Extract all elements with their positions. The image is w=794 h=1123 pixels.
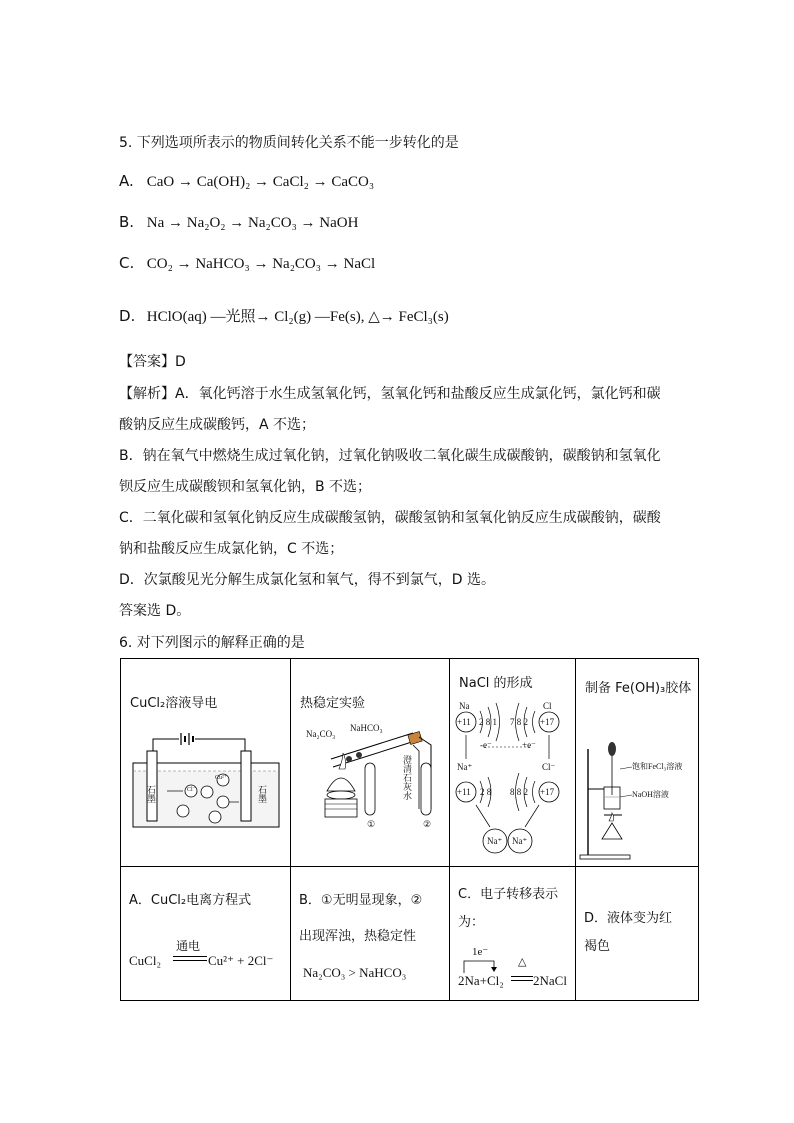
fecl3-label: 饱和FeCl₃溶液 xyxy=(632,762,683,771)
a-eq-cond: 通电 xyxy=(176,939,201,953)
thermal-stability-diagram xyxy=(291,659,449,867)
cell-b-title: 热稳定实验 xyxy=(300,696,366,711)
cl-shells-label: 7 8 2 xyxy=(510,717,528,727)
tube1-label: ① xyxy=(367,819,376,829)
graphite-left-label: 石墨 xyxy=(146,785,156,803)
analysis-line: C．二氧化碳和氢氧化钠反应生成碳酸氢钠，碳酸氢钠和氢氧化钠反应生成碳酸钠，碳酸 xyxy=(119,510,661,526)
c-eq-left: 2Na+Cl₂ xyxy=(458,973,504,988)
cell-c-answer[interactable] xyxy=(450,867,576,1001)
e-minus-label: -e⁻ xyxy=(480,740,492,750)
cell-d-answer[interactable] xyxy=(576,867,699,1001)
cell-a-figure xyxy=(121,659,291,867)
q5-option-d[interactable] xyxy=(119,306,449,327)
na-atom-label: Na xyxy=(459,701,470,711)
cl-atom-label: Cl xyxy=(543,701,552,711)
analysis-line: B．钠在氧气中燃烧生成过氧化钠，过氧化钠吸收二氧化碳生成碳酸钠，碳酸钠和氢氧化 xyxy=(119,448,661,464)
cu-ion-label: Cu²⁺ xyxy=(215,775,227,781)
cell-b-answer-l1: B．①无明显现象，② xyxy=(299,893,423,908)
analysis-line: 答案选 D。 xyxy=(119,603,191,619)
naoh-label: NaOH溶液 xyxy=(632,790,669,799)
option-formula: HClO(aq) —光照→ Cl₂(g) —Fe(s), △→ FeCl₃(s) xyxy=(146,309,449,325)
cl-nucleus-label: +17 xyxy=(540,717,555,727)
cl-ion-label: Cl⁻ xyxy=(187,787,196,793)
option-label: C. xyxy=(119,254,135,272)
c-eq-double-line xyxy=(511,976,533,981)
option-formula: Na → Na₂O₂ → Na₂CO₃ → NaOH xyxy=(146,215,359,231)
c-eq-electron: 1e⁻ xyxy=(472,946,489,958)
cell-a-answer[interactable] xyxy=(121,867,291,1001)
product-na-ion: Na⁺ xyxy=(487,836,503,846)
electrolysis-diagram xyxy=(121,659,290,867)
cell-b-answer-l3: Na₂CO₃ > NaHCO₃ xyxy=(303,965,407,980)
q5-option-c[interactable] xyxy=(119,253,375,274)
option-label: D. xyxy=(119,307,136,325)
analysis-line: 钡反应生成碳酸钡和氢氧化钠，B 不选； xyxy=(119,479,372,495)
cell-c-figure xyxy=(450,659,576,867)
analysis-line: 酸钠反应生成碳酸钙，A 不选； xyxy=(119,417,316,433)
na-ion-shells: 2 8 xyxy=(480,787,492,797)
option-formula: CO₂ → NaHCO₃ → Na₂CO₃ → NaCl xyxy=(146,256,376,272)
q5-stem: 5. 下列选项所表示的物质间转化关系不能一步转化的是 xyxy=(119,135,459,151)
c-eq-cond: △ xyxy=(518,955,527,968)
analysis-line: 钠和盐酸反应生成氯化钠，C 不选； xyxy=(119,541,344,557)
q5-option-b[interactable] xyxy=(119,212,358,233)
cl-ion-label: Cl⁻ xyxy=(542,762,556,772)
q6-stem: 6. 对下列图示的解释正确的是 xyxy=(119,635,305,651)
cell-c-title: NaCl 的形成 xyxy=(459,676,533,691)
analysis-line: 【解析】A．氧化钙溶于水生成氢氧化钙，氢氧化钙和盐酸反应生成氯化钙，氯化钙和碳 xyxy=(119,386,661,402)
cell-b-answer[interactable] xyxy=(291,867,450,1001)
cell-d-title: 制备 Fe(OH)₃胶体 xyxy=(585,681,692,696)
cell-d-answer-l1: D．液体变为红 xyxy=(584,911,673,926)
cell-a-title: CuCl₂溶液导电 xyxy=(130,696,218,711)
na-nucleus-label: +11 xyxy=(457,717,471,727)
e-plus-label: +e⁻ xyxy=(522,740,536,750)
cell-c-answer-l2: 为： xyxy=(458,915,485,930)
graphite-right-label: 石墨 xyxy=(257,785,267,803)
c-eq-right: 2NaCl xyxy=(533,973,567,988)
cell-b-answer-l2: 出现浑浊，热稳定性 xyxy=(299,929,417,944)
analysis-line: D．次氯酸见光分解生成氯化氢和氧气，得不到氯气，D 选。 xyxy=(119,572,496,588)
cl-ion-shells: 8 8 2 xyxy=(510,787,528,797)
na-shells-label: 2 8 1 xyxy=(479,717,497,727)
product-cl-ion: Na⁺ xyxy=(512,836,528,846)
cl-ion-nucleus: +17 xyxy=(540,787,555,797)
a-eq-left: CuCl₂ xyxy=(129,953,161,968)
q6-table xyxy=(120,658,699,1001)
cell-d-answer-l2: 褐色 xyxy=(584,939,611,954)
a-eq-double-line xyxy=(173,956,207,961)
option-label: A. xyxy=(119,172,134,190)
cell-a-answer-text: A．CuCl₂电离方程式 xyxy=(129,893,252,908)
tube2-label: ② xyxy=(423,819,432,829)
answer-label: 【答案】D xyxy=(119,354,186,370)
cell-d-figure xyxy=(576,659,699,867)
option-formula: CaO → Ca(OH)₂ → CaCl₂ → CaCO₃ xyxy=(146,174,375,190)
nahco3-label: NaHCO₃ xyxy=(350,723,383,733)
q5-option-a[interactable] xyxy=(119,171,374,192)
option-label: B. xyxy=(119,213,135,231)
limewater-label: 澄清石灰水 xyxy=(402,755,412,800)
na2co3-label: Na₂CO₃ xyxy=(306,729,336,739)
a-eq-right: Cu²⁺ + 2Cl⁻ xyxy=(208,953,274,968)
na-ion-nucleus: +11 xyxy=(457,787,471,797)
cell-b-figure xyxy=(291,659,450,867)
na-ion-label: Na⁺ xyxy=(457,762,473,772)
cell-c-answer-l1: C．电子转移表示 xyxy=(458,887,559,902)
